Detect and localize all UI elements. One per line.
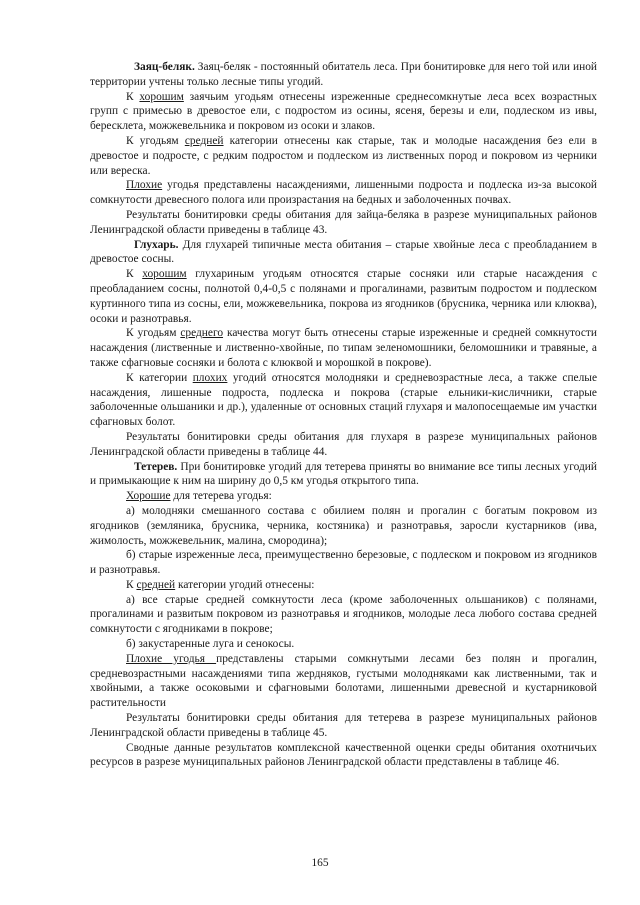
hare-good-text: заячьим угодьям отнесены изреженные среднесомкнутые леса всех возрастных групп с примесью в древостое ели, с подростом из осины, ясеня, березы и ели, подлеском из ивы, бересклета, можжевельника и покровом из осоки и злаков. — [90, 90, 597, 133]
hare-medium-term: средней — [184, 134, 224, 147]
capercaillie-results-paragraph: Результаты бонитировки среды обитания для глухаря в разрезе муниципальных районов Ленинградской области приведены в таблице 44. — [90, 430, 597, 458]
capercaillie-good-text: глухариным угодьям относятся старые сосняки или старые насаждения с преобладанием сосны, полнотой 0,4-0,5 с полянами и прогалинами, развитым подростом и подлеском куртинного типа из сосны, ели, можжевельника, покрова из ягодников (брусника, черника или клюква), осоки и разнотравья. — [90, 268, 597, 325]
hare-good-paragraph — [90, 90, 597, 134]
document-body — [90, 60, 597, 770]
capercaillie-good-paragraph — [90, 267, 597, 326]
black-grouse-intro-text: При бонитировке угодий для тетерева приняты во внимание все типы лесных угодий и примыкающие к ним на ширину до 0,5 км угодья открытого типа. — [90, 460, 597, 488]
hare-poor-term: Плохие — [126, 179, 163, 192]
hare-results-paragraph: Результаты бонитировки среды обитания для зайца-беляка в разрезе муниципальных районов Ленинградской области приведены в таблице 43. — [90, 208, 597, 236]
capercaillie-good-term: хорошим — [142, 268, 187, 281]
capercaillie-medium-term: среднего — [180, 327, 224, 340]
black-grouse-medium-item-a: а) все старые средней сомкнутости леса (кроме заболоченных ольшаников) с полянами, прогалинами и развитым покровом из разнотравья и ягодников, молодые леса любого состава средней сомкнутости с ягодниками в покрове; — [90, 593, 597, 636]
hare-intro-paragraph — [90, 60, 597, 90]
black-grouse-good-text: для тетерева угодья: — [170, 490, 272, 503]
page-number: 165 — [311, 857, 329, 869]
capercaillie-intro-paragraph — [90, 238, 597, 268]
black-grouse-medium-term: средней — [136, 578, 176, 591]
hare-heading: Заяц-беляк. — [134, 61, 195, 73]
summary-paragraph: Сводные данные результатов комплексной качественной оценки среды обитания охотничьих ресурсов в разрезе муниципальных районов Ленинградской области представлены в таблице 46. — [90, 741, 597, 769]
hare-good-term: хорошим — [139, 90, 184, 103]
hare-poor-text: угодья представлены насаждениями, лишенными подроста и подлеска из-за высокой сомкнутости древесного полога или произрастания на бедных и заболоченных почвах. — [90, 179, 597, 207]
black-grouse-results-paragraph: Результаты бонитировки среды обитания для тетерева в разрезе муниципальных районов Ленинградской области приведены в таблице 45. — [90, 712, 597, 739]
black-grouse-medium-prefix: К — [126, 578, 137, 591]
capercaillie-medium-paragraph — [90, 326, 597, 370]
capercaillie-poor-prefix: К категории — [126, 371, 193, 384]
hare-medium-prefix: К угодьям — [126, 134, 185, 147]
hare-medium-paragraph — [90, 134, 597, 178]
capercaillie-good-prefix: К — [126, 268, 143, 281]
capercaillie-medium-prefix: К угодьям — [126, 327, 181, 340]
black-grouse-heading: Тетерев. — [134, 460, 178, 473]
black-grouse-medium-text: категории угодий отнесены: — [175, 578, 315, 591]
black-grouse-poor-paragraph — [90, 652, 597, 711]
capercaillie-medium-text: качества могут быть отнесены старые изреженные и средней сомкнутости насаждения (лиственные и лиственно-хвойные, по типам зеленомошники, беломошники и травяные, а также сфагновые сосняки и болота с клюквой и морошкой в покрове). — [90, 327, 597, 369]
capercaillie-poor-term: плохих — [192, 371, 228, 384]
black-grouse-poor-text: представлены старыми сомкнутыми лесами без полян и прогалин, средневозрастными насаждениями типа жердняков, густыми молодняками как лиственными, так и хвойными, а также осоковыми и сфагновыми болотами, лишенными древесной и кустарниковой растительности — [90, 652, 598, 710]
hare-poor-paragraph — [90, 178, 597, 208]
black-grouse-poor-term: Плохие угодья — [126, 652, 217, 665]
capercaillie-poor-text: угодий относятся молодняки и средневозрастные леса, а также спелые насаждения, лишенные подроста, подлеска и покрова (старые ельники-кисличники, старые заболоченные ольшаники и др.), удаленные от основных стаций глухаря и малопосещаемые им участки сфагновых болот. — [90, 371, 598, 429]
capercaillie-intro-text: Для глухарей типичные места обитания – старые хвойные леса с преобладанием в древостое сосны. — [90, 238, 597, 266]
black-grouse-good-item-b: б) старые изреженные леса, преимущественно березовые, с подлеском и покровом из ягодников и разнотравья. — [90, 549, 597, 577]
black-grouse-good-item-a: а) молодняки смешанного состава с обилием полян и прогалин с богатым покровом из ягодников (земляника, брусника, черника, костяника) и разнотравья, заросли кустарников (ива, жимолость, можжевельник, малина, смородина); — [90, 504, 597, 547]
hare-medium-text: категории отнесены как старые, так и молодые насаждения без ели в древостое и подросте, с редким подростом и подлеском из лиственных пород и покровом из черники или вереска. — [90, 134, 597, 177]
black-grouse-medium-paragraph — [90, 578, 597, 593]
black-grouse-good-paragraph — [90, 489, 597, 504]
black-grouse-good-term: Хорошие — [126, 490, 171, 503]
capercaillie-poor-paragraph — [90, 371, 597, 430]
hare-intro-text: Заяц-беляк - постоянный обитатель леса. При бонитировке для него той или иной территории учтены только лесные типы угодий. — [90, 61, 597, 88]
black-grouse-medium-item-b: б) закустаренные луга и сенокосы. — [126, 638, 295, 651]
capercaillie-heading: Глухарь. — [134, 238, 179, 251]
black-grouse-intro-paragraph — [90, 460, 597, 490]
hare-good-prefix: К — [126, 90, 140, 103]
